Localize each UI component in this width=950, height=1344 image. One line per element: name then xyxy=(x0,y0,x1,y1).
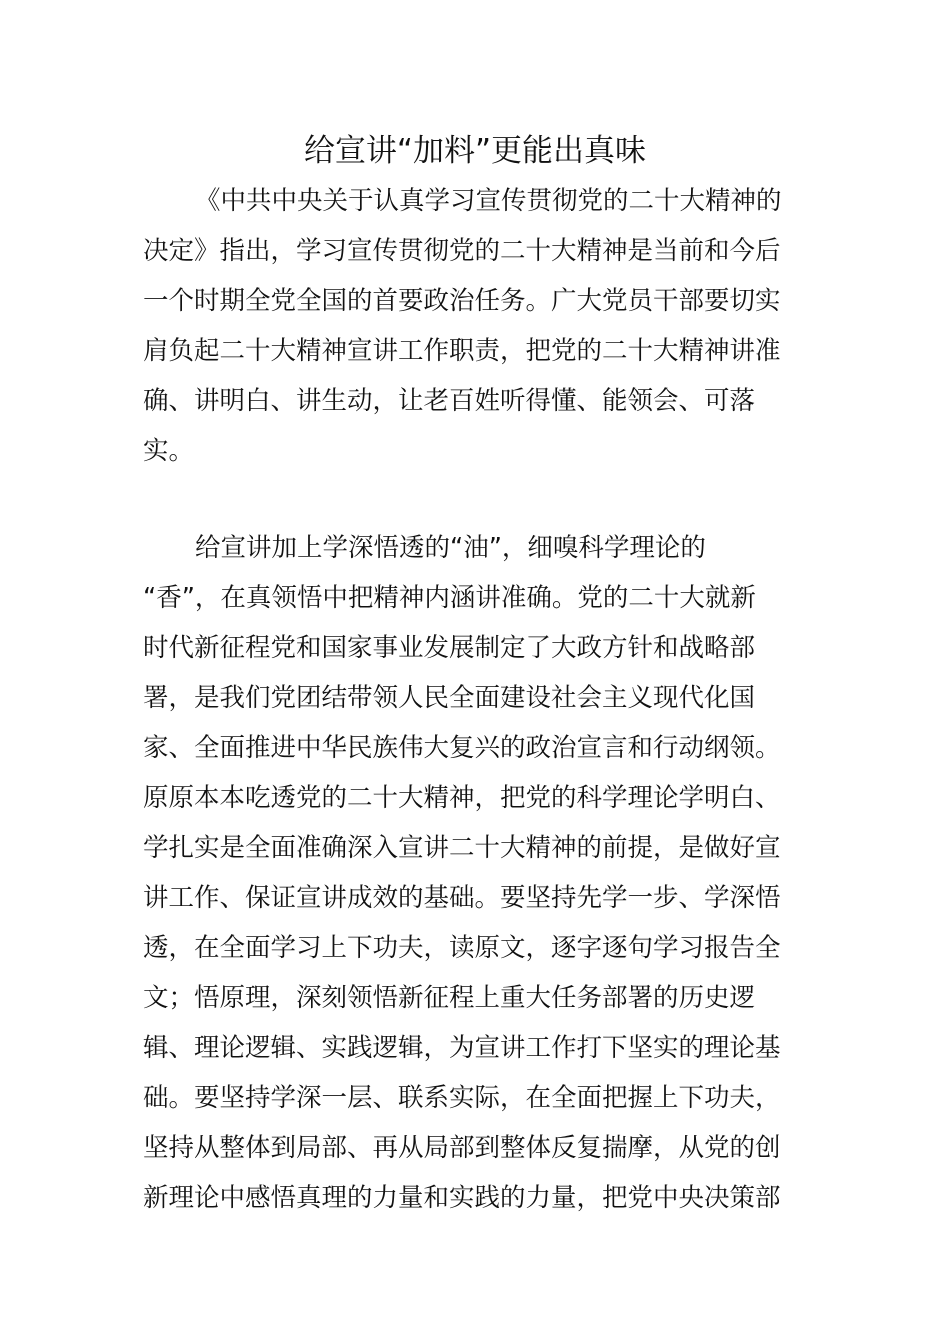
paragraph-2 xyxy=(143,523,808,1223)
paragraph-line: 时代新征程党和国家事业发展制定了大政方针和战略部 xyxy=(143,633,756,663)
paragraph-line: 坚持从整体到局部、再从局部到整体反复揣摩，从党的创 xyxy=(143,1133,781,1163)
paragraph-line: 《中共中央关于认真学习宣传贯彻党的二十大精神的 xyxy=(195,186,782,216)
paragraph-line: 决定》指出，学习宣传贯彻党的二十大精神是当前和今后 xyxy=(143,236,781,266)
paragraph-line: 学扎实是全面准确深入宣讲二十大精神的前提，是做好宣 xyxy=(143,833,781,863)
paragraph-line: “香”，在真领悟中把精神内涵讲准确。党的二十大就新 xyxy=(143,583,756,613)
paragraph-line: 讲工作、保证宣讲成效的基础。要坚持先学一步、学深悟 xyxy=(143,883,781,913)
paragraph-1 xyxy=(143,176,808,476)
paragraph-line: 辑、理论逻辑、实践逻辑，为宣讲工作打下坚实的理论基 xyxy=(143,1033,781,1063)
paragraph-line: 家、全面推进中华民族伟大复兴的政治宣言和行动纲领。 xyxy=(143,733,781,763)
paragraph-line: 础。要坚持学深一层、联系实际，在全面把握上下功夫， xyxy=(143,1083,781,1113)
paragraph-line: 新理论中感悟真理的力量和实践的力量，把党中央决策部 xyxy=(143,1183,781,1213)
paragraph-line: 署，是我们党团结带领人民全面建设社会主义现代化国 xyxy=(143,683,756,713)
paragraph-line: 透，在全面学习上下功夫，读原文，逐字逐句学习报告全 xyxy=(143,933,781,963)
paragraph-line: 实。 xyxy=(143,436,195,466)
paragraph-line: 确、讲明白、讲生动，让老百姓听得懂、能领会、可落 xyxy=(143,386,756,416)
paragraph-line: 文；悟原理，深刻领悟新征程上重大任务部署的历史逻 xyxy=(143,983,756,1013)
document-title: 给宣讲“加料”更能出真味 xyxy=(303,133,647,169)
paragraph-line: 肩负起二十大精神宣讲工作职责，把党的二十大精神讲准 xyxy=(143,336,781,366)
paragraph-line: 给宣讲加上学深悟透的“油”，细嗅科学理论的 xyxy=(195,533,706,563)
paragraph-line: 原原本本吃透党的二十大精神，把党的科学理论学明白、 xyxy=(143,783,781,813)
paragraph-line: 一个时期全党全国的首要政治任务。广大党员干部要切实 xyxy=(143,286,781,316)
